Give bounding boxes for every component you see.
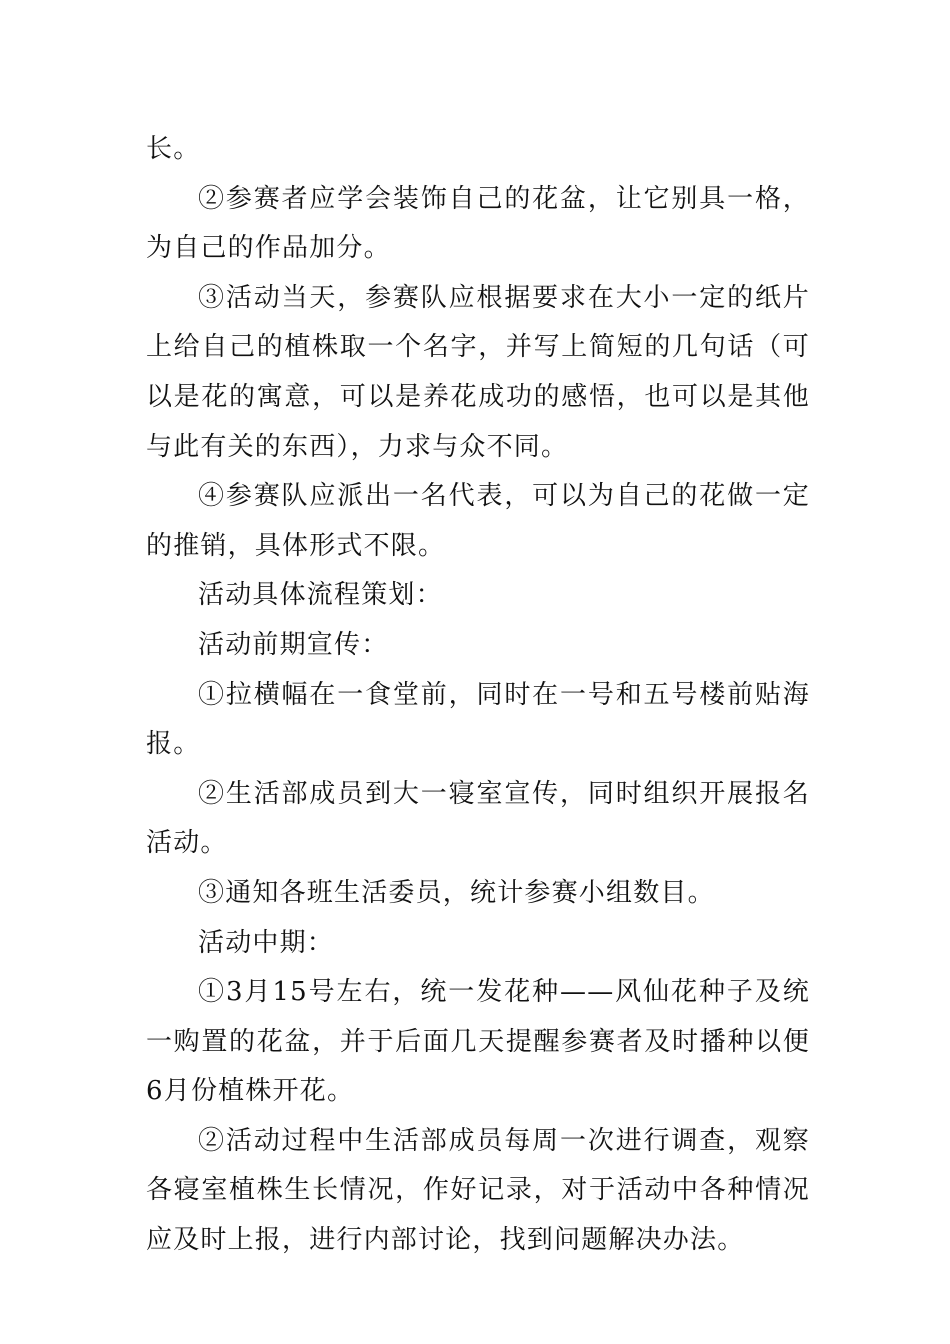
paragraph-heading-midterm: 活动中期： <box>198 927 335 958</box>
paragraph-decorate-pot: ②参赛者应学会装饰自己的花盆，让它别具一格，为自己的作品加分。 <box>146 183 810 264</box>
paragraph-continuation: 长。 <box>146 134 201 164</box>
paragraph-banner: ①拉横幅在一食堂前，同时在一号和五号楼前贴海报。 <box>146 679 810 760</box>
paragraph-name-plant: ③活动当天，参赛队应根据要求在大小一定的纸片上给自己的植株取一个名字，并写上简短的几句话（可以是花的寓意，可以是养花成功的感悟，也可以是其他与此有关的东西），力求与众不同。 <box>146 282 810 462</box>
paragraph-weekly-survey: ②活动过程中生活部成员每周一次进行调查，观察各寝室植株生长情况，作好记录，对于活动中各种情况应及时上报，进行内部讨论，找到问题解决办法。 <box>146 1125 810 1256</box>
paragraph-distribute-seeds: ①3月15号左右，统一发花种——风仙花种子及统一购置的花盆，并于后面几天提醒参赛者及时播种以便6月份植株开花。 <box>146 977 810 1107</box>
document-body <box>146 125 810 1266</box>
paragraph-heading-promotion: 活动前期宣传： <box>198 629 389 660</box>
paragraph-heading-process: 活动具体流程策划： <box>198 580 443 611</box>
paragraph-notify-committee: ③通知各班生活委员，统计参赛小组数目。 <box>198 877 715 908</box>
paragraph-representative: ④参赛队应派出一名代表，可以为自己的花做一定的推销，具体形式不限。 <box>146 481 810 561</box>
paragraph-dorm-promotion: ②生活部成员到大一寝室宣传，同时组织开展报名活动。 <box>146 778 810 859</box>
